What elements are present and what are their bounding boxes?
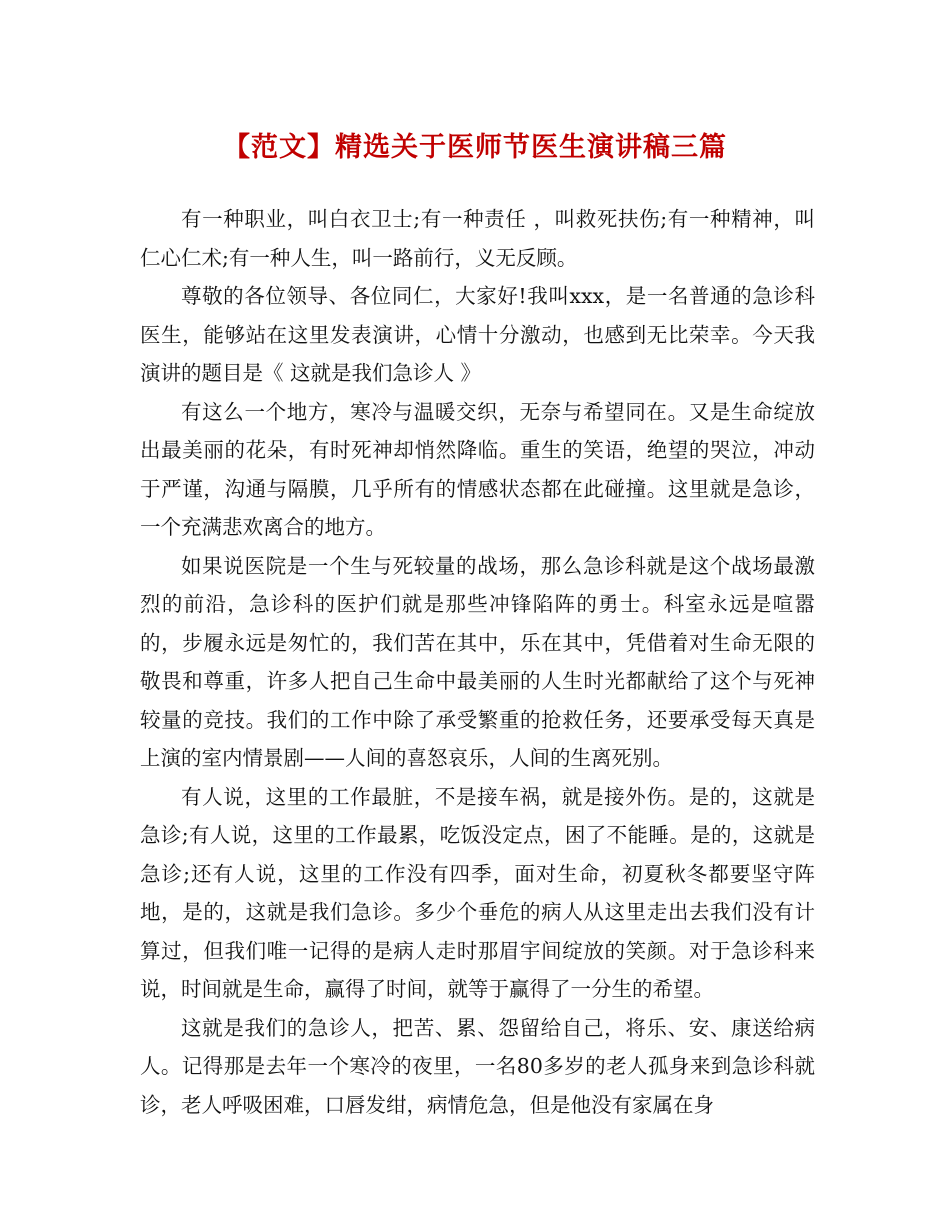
- paragraph: 有一种职业，叫白衣卫士;有一种责任 ，叫救死扶伤;有一种精神，叫仁心仁术;有一种人生，叫一路前行，义无反顾。: [140, 207, 815, 270]
- document-body: [140, 200, 815, 1124]
- paragraph: 有这么一个地方，寒冷与温暖交织，无奈与希望同在。又是生命绽放出最美丽的花朵，有时死神却悄然降临。重生的笑语，绝望的哭泣，冲动于严谨，沟通与隔膜，几乎所有的情感状态都在此碰撞。这里就是急诊，一个充满悲欢离合的地方。: [140, 399, 815, 539]
- document-title: 【范文】精选关于医师节医生演讲稿三篇: [223, 132, 727, 163]
- paragraph: 如果说医院是一个生与死较量的战场，那么急诊科就是这个战场最激烈的前沿，急诊科的医护们就是那些冲锋陷阵的勇士。科室永远是喧嚣的，步履永远是匆忙的，我们苦在其中，乐在其中，凭借着对生命无限的敬畏和尊重，许多人把自己生命中最美丽的人生时光都献给了这个与死神较量的竞技。我们的工作中除了承受繁重的抢救任务，还要承受每天真是上演的室内情景剧——人间的喜怒哀乐，人间的生离死别。: [140, 553, 815, 770]
- paragraph: 这就是我们的急诊人，把苦、累、怨留给自己，将乐、安、康送给病人。记得那是去年一个寒冷的夜里，一名80多岁的老人孤身来到急诊科就诊，老人呼吸困难，口唇发绀，病情危急，但是他没有家属在身: [140, 1015, 815, 1117]
- paragraph: 有人说，这里的工作最脏，不是接车祸，就是接外伤。是的，这就是急诊;有人说，这里的工作最累，吃饭没定点，困了不能睡。是的，这就是急诊;还有人说，这里的工作没有四季，面对生命，初夏秋冬都要坚守阵地，是的，这就是我们急诊。多少个垂危的病人从这里走出去我们没有计算过，但我们唯一记得的是病人走时那眉宇间绽放的笑颜。对于急诊科来说，时间就是生命，赢得了时间，就等于赢得了一分生的希望。: [140, 784, 815, 1001]
- paragraph: 尊敬的各位领导、各位同仁，大家好!我叫xxx，是一名普通的急诊科医生，能够站在这里发表演讲，心情十分激动，也感到无比荣幸。今天我演讲的题目是《 这就是我们急诊人 》: [140, 284, 815, 385]
